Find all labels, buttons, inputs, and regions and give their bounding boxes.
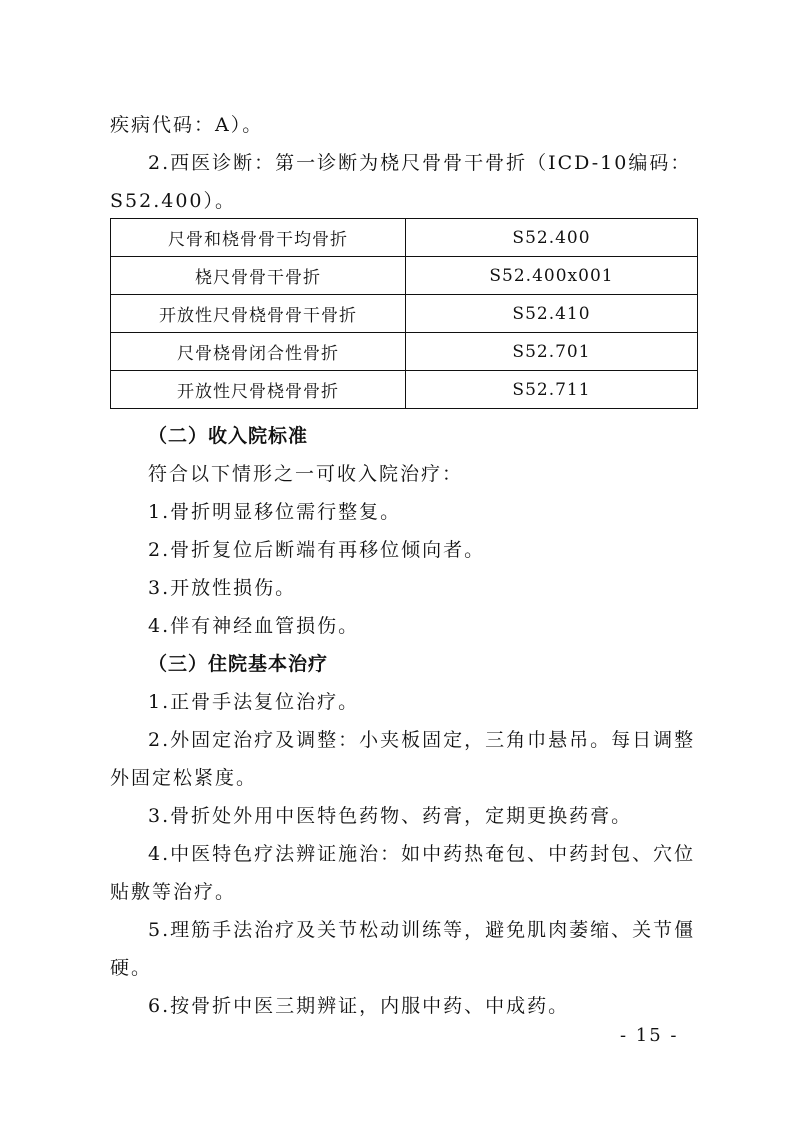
diagnosis-code-cell: S52.400: [406, 219, 698, 257]
diagnosis-code-cell: S52.711: [406, 371, 698, 409]
western-diagnosis-line: 2.西医诊断：第一诊断为桡尺骨骨干骨折（ICD-10编码：: [148, 152, 692, 174]
table-row: [111, 333, 698, 371]
page-number: - 15 -: [620, 1025, 679, 1046]
table-row: [111, 257, 698, 295]
paragraph-line: 疾病代码：A）。: [110, 114, 264, 136]
diagnosis-name-cell: 开放性尺骨桡骨骨干骨折: [111, 295, 406, 333]
diagnosis-code-cell: S52.410: [406, 295, 698, 333]
admission-item: 2.骨折复位后断端有再移位倾向者。: [148, 539, 486, 561]
treatment-item-continuation: 外固定松紧度。: [110, 767, 258, 789]
paragraph-line: S52.400）。: [110, 190, 236, 212]
diagnosis-code-cell: S52.400x001: [406, 257, 698, 295]
admission-item: 1.骨折明显移位需行整复。: [148, 501, 402, 523]
diagnosis-name-cell: 开放性尺骨桡骨骨折: [111, 371, 406, 409]
icd-code-table: [110, 218, 698, 409]
treatment-item: 1.正骨手法复位治疗。: [148, 691, 360, 713]
diagnosis-name-cell: 桡尺骨骨干骨折: [111, 257, 406, 295]
treatment-item-continuation: 硬。: [110, 957, 153, 979]
admission-item: 3.开放性损伤。: [148, 577, 297, 599]
treatment-item-continuation: 贴敷等治疗。: [110, 881, 237, 903]
treatment-item: 4.中医特色疗法辨证施治：如中药热奄包、中药封包、穴位: [148, 843, 696, 865]
treatment-item: 6.按骨折中医三期辨证，内服中药、中成药。: [148, 995, 570, 1017]
section-heading-treatment: （三）住院基本治疗: [148, 653, 329, 675]
treatment-item: 2.外固定治疗及调整：小夹板固定，三角巾悬吊。每日调整: [148, 729, 696, 751]
table-row: [111, 371, 698, 409]
table-row: [111, 295, 698, 333]
admission-intro: 符合以下情形之一可收入院治疗：: [148, 463, 464, 485]
section-heading-admission: （二）收入院标准: [148, 425, 309, 447]
treatment-item: 3.骨折处外用中医特色药物、药膏，定期更换药膏。: [148, 805, 633, 827]
diagnosis-name-cell: 尺骨和桡骨骨干均骨折: [111, 219, 406, 257]
treatment-item: 5.理筋手法治疗及关节松动训练等，避免肌肉萎缩、关节僵: [148, 919, 696, 941]
table-row: [111, 219, 698, 257]
diagnosis-name-cell: 尺骨桡骨闭合性骨折: [111, 333, 406, 371]
admission-item: 4.伴有神经血管损伤。: [148, 615, 360, 637]
diagnosis-code-cell: S52.701: [406, 333, 698, 371]
